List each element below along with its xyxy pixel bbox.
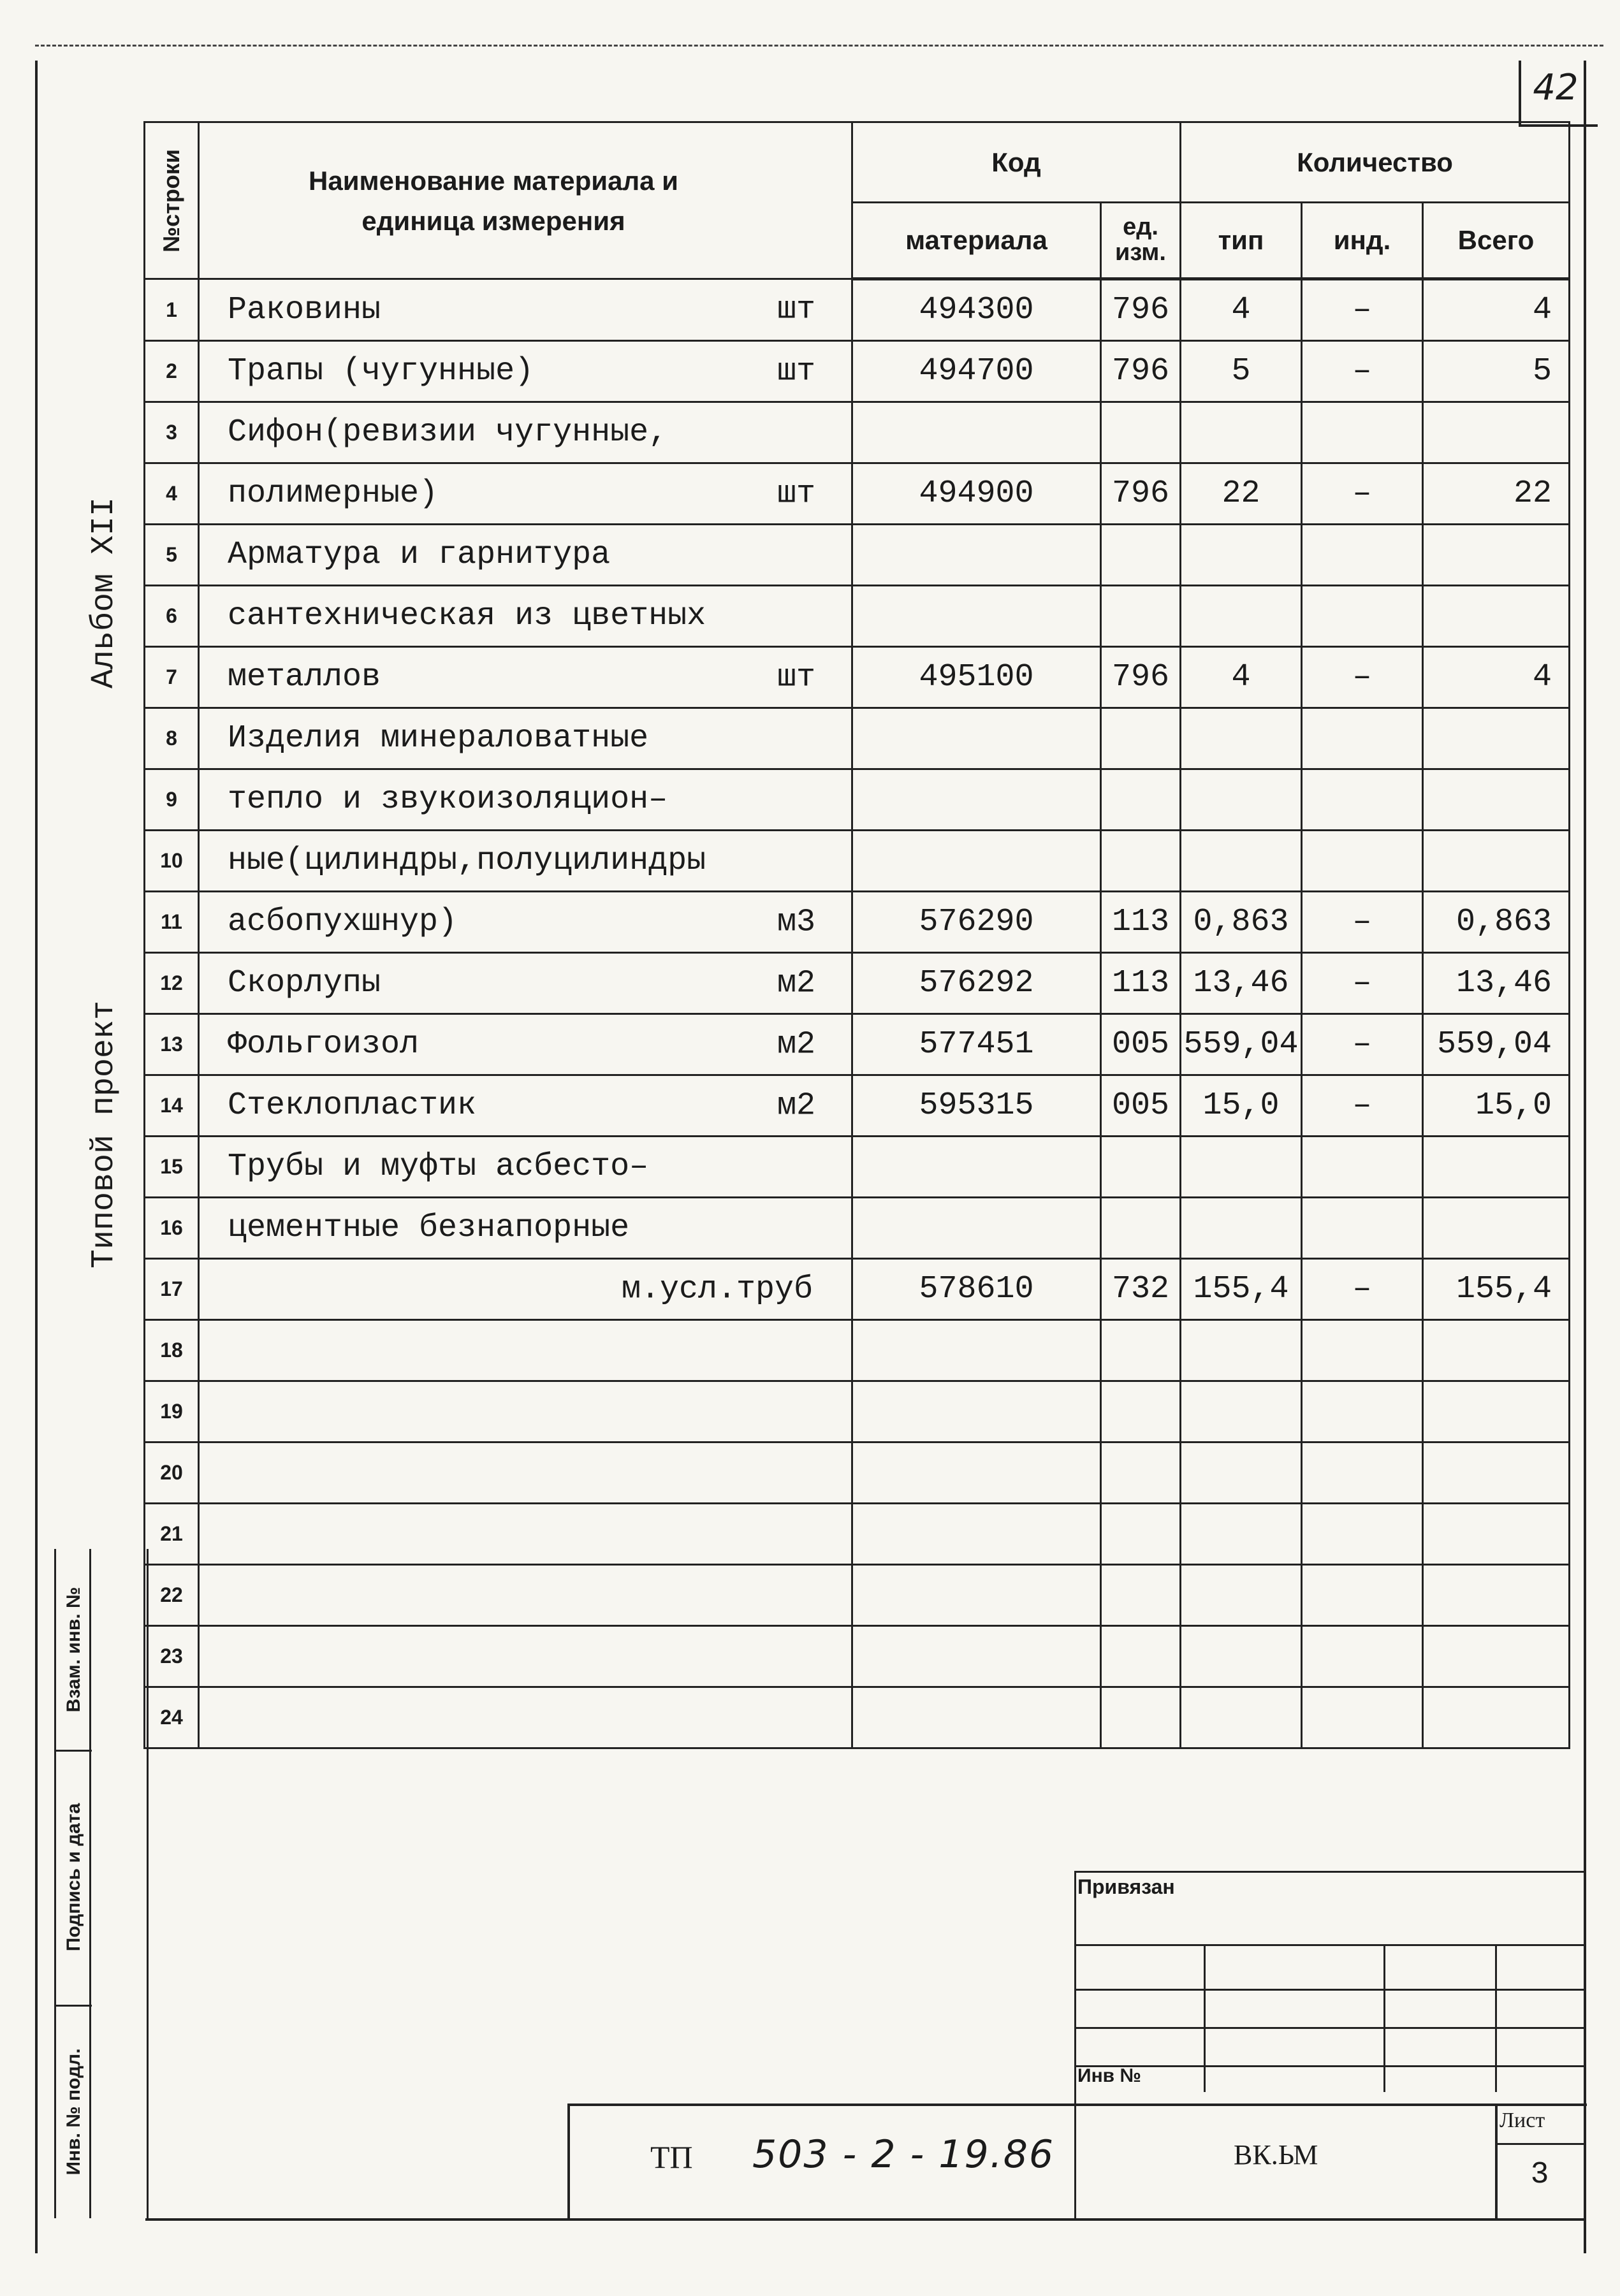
unit-code: 113 xyxy=(1101,892,1181,953)
inv-number-label: Инв № xyxy=(1077,2065,1141,2086)
unit-code xyxy=(1101,1198,1181,1259)
row-number: 17 xyxy=(145,1259,199,1320)
qty-total: 5 xyxy=(1423,341,1570,402)
unit-code: 796 xyxy=(1101,279,1181,341)
material-name-text: металлов xyxy=(228,659,381,695)
qty-total xyxy=(1423,831,1570,892)
qty-total xyxy=(1423,769,1570,831)
material-name xyxy=(199,402,852,463)
unit-code xyxy=(1101,708,1181,769)
material-name-text: ные(цилиндры,полуцилиндры xyxy=(228,843,706,879)
sheet-value: 3 xyxy=(1530,2158,1549,2192)
table-row xyxy=(145,1381,1570,1442)
qty-type: 4 xyxy=(1181,647,1302,708)
material-name xyxy=(199,1565,852,1626)
material-code xyxy=(852,831,1101,892)
material-name xyxy=(199,953,852,1014)
material-code xyxy=(852,1565,1101,1626)
material-code xyxy=(852,1442,1101,1504)
material-name xyxy=(199,708,852,769)
unit-label: шт xyxy=(777,476,815,512)
qty-total: 13,46 xyxy=(1423,953,1570,1014)
qty-ind xyxy=(1302,1504,1423,1565)
unit-code xyxy=(1101,402,1181,463)
qty-ind xyxy=(1302,831,1423,892)
material-code xyxy=(852,1504,1101,1565)
unit-code xyxy=(1101,1320,1181,1381)
qty-type: 155,4 xyxy=(1181,1259,1302,1320)
header-material-name: Наименование материала и единица измерения xyxy=(199,122,852,279)
qty-total: 22 xyxy=(1423,463,1570,525)
unit-code xyxy=(1101,1504,1181,1565)
qty-ind: – xyxy=(1302,1259,1423,1320)
header-code-unit: ед. изм. xyxy=(1101,203,1181,279)
qty-ind: – xyxy=(1302,279,1423,341)
table-row xyxy=(145,708,1570,769)
material-name-text: Стеклопластик xyxy=(228,1087,477,1124)
material-code: 495100 xyxy=(852,647,1101,708)
row-number: 13 xyxy=(145,1014,199,1075)
material-name-text: асбопухшнур) xyxy=(228,904,458,940)
qty-total xyxy=(1423,402,1570,463)
table-row xyxy=(145,1137,1570,1198)
qty-ind: – xyxy=(1302,1075,1423,1137)
material-name xyxy=(199,1075,852,1137)
row-number: 21 xyxy=(145,1504,199,1565)
header-qty-type: тип xyxy=(1181,203,1302,279)
qty-total xyxy=(1423,1626,1570,1687)
material-name xyxy=(199,1259,852,1320)
table-row xyxy=(145,1565,1570,1626)
row-number: 1 xyxy=(145,279,199,341)
row-number: 8 xyxy=(145,708,199,769)
material-code xyxy=(852,1320,1101,1381)
material-name xyxy=(199,1687,852,1748)
material-code: 577451 xyxy=(852,1014,1101,1075)
row-number: 12 xyxy=(145,953,199,1014)
material-name-text: Трубы и муфты асбесто– xyxy=(228,1149,649,1185)
qty-ind xyxy=(1302,1320,1423,1381)
unit-code xyxy=(1101,586,1181,647)
qty-type xyxy=(1181,708,1302,769)
qty-ind xyxy=(1302,1381,1423,1442)
qty-ind xyxy=(1302,708,1423,769)
material-code xyxy=(852,586,1101,647)
table-row xyxy=(145,647,1570,708)
unit-label: шт xyxy=(777,659,815,695)
row-number: 7 xyxy=(145,647,199,708)
unit-code xyxy=(1101,769,1181,831)
unit-code: 113 xyxy=(1101,953,1181,1014)
material-name xyxy=(199,1198,852,1259)
row-number: 10 xyxy=(145,831,199,892)
qty-ind: – xyxy=(1302,892,1423,953)
qty-ind: – xyxy=(1302,341,1423,402)
table-row xyxy=(145,831,1570,892)
material-code: 494700 xyxy=(852,341,1101,402)
material-code: 578610 xyxy=(852,1259,1101,1320)
frame-top-line xyxy=(35,45,1603,47)
qty-type xyxy=(1181,1320,1302,1381)
unit-code xyxy=(1101,1626,1181,1687)
header-qty-ind: инд. xyxy=(1302,203,1423,279)
material-name xyxy=(199,1381,852,1442)
unit-code xyxy=(1101,1381,1181,1442)
table-row xyxy=(145,525,1570,586)
qty-total xyxy=(1423,1198,1570,1259)
table-row xyxy=(145,1198,1570,1259)
qty-total: 0,863 xyxy=(1423,892,1570,953)
qty-type: 5 xyxy=(1181,341,1302,402)
qty-ind: – xyxy=(1302,647,1423,708)
row-number: 11 xyxy=(145,892,199,953)
header-code-material: материала xyxy=(852,203,1101,279)
material-name xyxy=(199,1320,852,1381)
table-row xyxy=(145,769,1570,831)
qty-type xyxy=(1181,1626,1302,1687)
material-name xyxy=(199,831,852,892)
stamp-inv-original: Инв. № подл. xyxy=(63,2047,84,2176)
qty-type xyxy=(1181,1137,1302,1198)
material-name-text: Скорлупы xyxy=(228,965,381,1001)
album-label: Альбом XII xyxy=(86,497,122,688)
qty-type xyxy=(1181,1442,1302,1504)
binding-vline xyxy=(1495,1944,1497,2092)
qty-type xyxy=(1181,1687,1302,1748)
qty-total xyxy=(1423,1137,1570,1198)
qty-type: 559,04 xyxy=(1181,1014,1302,1075)
qty-total: 4 xyxy=(1423,279,1570,341)
qty-type: 13,46 xyxy=(1181,953,1302,1014)
binding-line xyxy=(1074,1989,1584,1991)
binding-line xyxy=(1074,1944,1584,1946)
material-name xyxy=(199,1014,852,1075)
table-row xyxy=(145,1504,1570,1565)
qty-ind xyxy=(1302,1137,1423,1198)
qty-ind xyxy=(1302,586,1423,647)
material-name-text: Трапы (чугунные) xyxy=(228,353,534,389)
qty-total xyxy=(1423,586,1570,647)
material-code xyxy=(852,525,1101,586)
table-row xyxy=(145,341,1570,402)
material-name-text: тепло и звукоизоляцион– xyxy=(228,781,668,818)
unit-code: 796 xyxy=(1101,647,1181,708)
stamp-signature-date: Подпись и дата xyxy=(56,1750,92,2007)
row-number: 24 xyxy=(145,1687,199,1748)
material-code xyxy=(852,769,1101,831)
material-name xyxy=(199,463,852,525)
header-qty-total: Всего xyxy=(1423,203,1570,279)
table-row xyxy=(145,1687,1570,1748)
unit-label: шт xyxy=(777,291,815,328)
qty-total xyxy=(1423,1565,1570,1626)
frame-left-line xyxy=(35,61,38,2253)
material-name-text: сантехническая из цветных xyxy=(228,598,706,634)
row-number: 18 xyxy=(145,1320,199,1381)
qty-total xyxy=(1423,1320,1570,1381)
qty-ind: – xyxy=(1302,953,1423,1014)
stamp-column xyxy=(54,1549,149,2218)
qty-type: 4 xyxy=(1181,279,1302,341)
row-number: 2 xyxy=(145,341,199,402)
qty-type xyxy=(1181,1198,1302,1259)
material-name xyxy=(199,341,852,402)
header-quantity: Количество xyxy=(1181,122,1570,203)
materials-table xyxy=(143,121,1570,1749)
qty-total xyxy=(1423,525,1570,586)
qty-ind: – xyxy=(1302,1014,1423,1075)
unit-label: м.усл.труб xyxy=(621,1271,813,1307)
material-code xyxy=(852,1687,1101,1748)
material-code: 576290 xyxy=(852,892,1101,953)
qty-type xyxy=(1181,1565,1302,1626)
material-name xyxy=(199,586,852,647)
sheet-box-divider xyxy=(1495,2143,1584,2145)
unit-code: 005 xyxy=(1101,1075,1181,1137)
material-code xyxy=(852,1626,1101,1687)
qty-ind xyxy=(1302,1626,1423,1687)
table-row xyxy=(145,1014,1570,1075)
typical-project-label: Типовой проект xyxy=(86,1000,122,1268)
qty-total: 15,0 xyxy=(1423,1075,1570,1137)
material-code: 494900 xyxy=(852,463,1101,525)
qty-total: 4 xyxy=(1423,647,1570,708)
material-name xyxy=(199,279,852,341)
table-row xyxy=(145,1320,1570,1381)
material-name xyxy=(199,1626,852,1687)
row-number: 9 xyxy=(145,769,199,831)
material-name-text: Раковины xyxy=(228,291,381,328)
material-name-text: Фольгоизол xyxy=(228,1026,420,1063)
qty-ind xyxy=(1302,769,1423,831)
title-tp: ТП xyxy=(650,2139,693,2175)
material-name xyxy=(199,1137,852,1198)
row-number: 15 xyxy=(145,1137,199,1198)
unit-label: м2 xyxy=(777,965,815,1001)
unit-code xyxy=(1101,1137,1181,1198)
unit-label: шт xyxy=(777,353,815,389)
binding-line xyxy=(1074,2065,1584,2067)
material-name xyxy=(199,525,852,586)
row-number: 4 xyxy=(145,463,199,525)
material-code: 595315 xyxy=(852,1075,1101,1137)
qty-ind xyxy=(1302,402,1423,463)
qty-total xyxy=(1423,1381,1570,1442)
material-name xyxy=(199,892,852,953)
unit-label: м2 xyxy=(777,1087,815,1124)
qty-total xyxy=(1423,1687,1570,1748)
unit-code: 796 xyxy=(1101,463,1181,525)
row-number: 3 xyxy=(145,402,199,463)
qty-ind: – xyxy=(1302,463,1423,525)
row-number: 6 xyxy=(145,586,199,647)
table-row xyxy=(145,463,1570,525)
table-row xyxy=(145,1626,1570,1687)
row-number: 16 xyxy=(145,1198,199,1259)
table-row xyxy=(145,279,1570,341)
material-code xyxy=(852,1198,1101,1259)
row-number: 22 xyxy=(145,1565,199,1626)
stamp-replace-inv: Взам. инв. № xyxy=(56,1549,92,1752)
material-name-text: Изделия минераловатные xyxy=(228,720,649,757)
table-row xyxy=(145,586,1570,647)
section-code: ВК.ЬМ xyxy=(1234,2139,1318,2170)
row-number: 19 xyxy=(145,1381,199,1442)
row-number: 20 xyxy=(145,1442,199,1504)
qty-type xyxy=(1181,1381,1302,1442)
material-name xyxy=(199,1504,852,1565)
sheet-number: 42 xyxy=(1533,67,1579,108)
project-code: 503 - 2 - 19.86 xyxy=(752,2132,1055,2177)
qty-total: 155,4 xyxy=(1423,1259,1570,1320)
table-row xyxy=(145,892,1570,953)
qty-type xyxy=(1181,586,1302,647)
qty-type xyxy=(1181,525,1302,586)
qty-total xyxy=(1423,1504,1570,1565)
material-name-text: Арматура и гарнитура xyxy=(228,537,611,573)
material-code: 576292 xyxy=(852,953,1101,1014)
binding-label: Привязан xyxy=(1077,1875,1175,1898)
unit-code xyxy=(1101,525,1181,586)
qty-type xyxy=(1181,1504,1302,1565)
unit-label: м2 xyxy=(777,1026,815,1063)
unit-code: 732 xyxy=(1101,1259,1181,1320)
material-code xyxy=(852,1137,1101,1198)
qty-ind xyxy=(1302,1565,1423,1626)
qty-total xyxy=(1423,708,1570,769)
qty-type xyxy=(1181,402,1302,463)
title-block xyxy=(567,2103,1587,2221)
material-code xyxy=(852,1381,1101,1442)
table-row xyxy=(145,953,1570,1014)
unit-code xyxy=(1101,1565,1181,1626)
material-name-text: Сифон(ревизии чугунные, xyxy=(228,414,668,451)
qty-total xyxy=(1423,1442,1570,1504)
material-name xyxy=(199,769,852,831)
qty-total: 559,04 xyxy=(1423,1014,1570,1075)
unit-label: м3 xyxy=(777,904,815,940)
qty-type: 22 xyxy=(1181,463,1302,525)
unit-code xyxy=(1101,831,1181,892)
qty-type: 0,863 xyxy=(1181,892,1302,953)
qty-ind xyxy=(1302,1687,1423,1748)
table-row xyxy=(145,1259,1570,1320)
binding-vline xyxy=(1204,1944,1206,2092)
qty-ind xyxy=(1302,1198,1423,1259)
row-number: 23 xyxy=(145,1626,199,1687)
material-code xyxy=(852,708,1101,769)
unit-code xyxy=(1101,1442,1181,1504)
material-name xyxy=(199,1442,852,1504)
material-code xyxy=(852,402,1101,463)
material-name-text: полимерные) xyxy=(228,476,439,512)
stamp-divider xyxy=(89,1549,91,2218)
qty-type xyxy=(1181,831,1302,892)
qty-ind xyxy=(1302,525,1423,586)
qty-type xyxy=(1181,769,1302,831)
header-row-number: №строки xyxy=(145,122,199,279)
binding-vline xyxy=(1383,1944,1385,2092)
material-code: 494300 xyxy=(852,279,1101,341)
qty-ind xyxy=(1302,1442,1423,1504)
sheet-label: Лист xyxy=(1500,2109,1545,2132)
unit-code: 005 xyxy=(1101,1014,1181,1075)
binding-line xyxy=(1074,2027,1584,2029)
table-row xyxy=(145,1075,1570,1137)
unit-code: 796 xyxy=(1101,341,1181,402)
table-row xyxy=(145,402,1570,463)
material-name xyxy=(199,647,852,708)
table-row xyxy=(145,1442,1570,1504)
row-number: 14 xyxy=(145,1075,199,1137)
header-code: Код xyxy=(852,122,1181,203)
material-name-text: цементные безнапорные xyxy=(228,1210,630,1246)
row-number: 5 xyxy=(145,525,199,586)
qty-type: 15,0 xyxy=(1181,1075,1302,1137)
unit-code xyxy=(1101,1687,1181,1748)
